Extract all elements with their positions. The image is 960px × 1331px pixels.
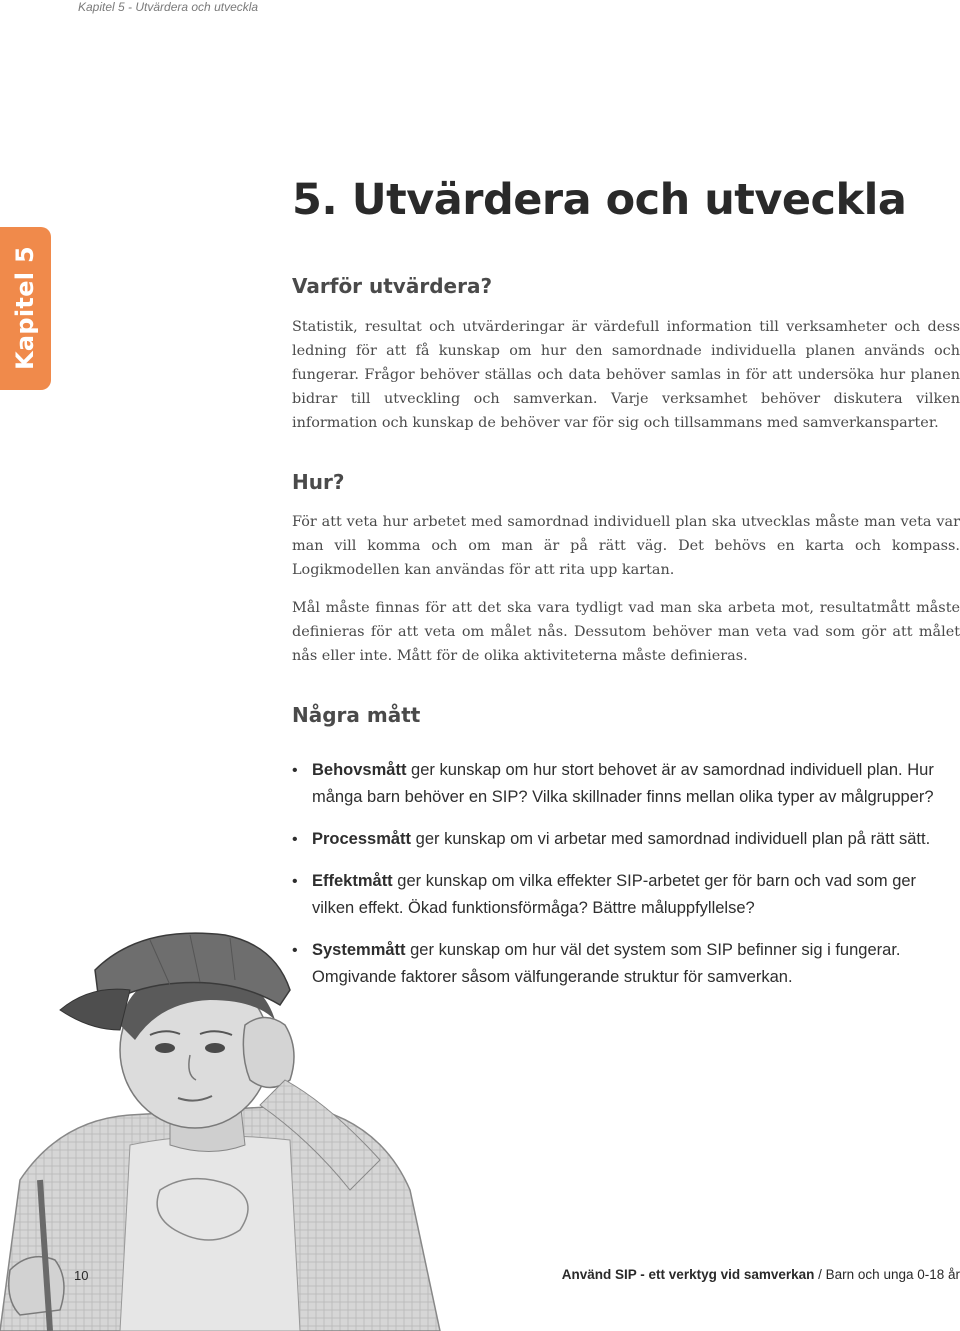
paragraph-why: Statistik, resultat och utvärderingar är värdefull information till verksamheter och dess ledning för att få kunskap om hur den samordnade individuella planen används och fungerar. Frågor behöver ställas och data behöver samlas in för att undersöka hur planen bidrar till utveckling och samverkan. Varje verksamhet behöver diskutera vilken information och kunskap de behöver var för sig och tillsammans med samverkansparter.: [292, 319, 960, 431]
footer-publication-title: Använd SIP - ett verktyg vid samverkan: [561, 1267, 815, 1282]
footer: [562, 1267, 960, 1282]
measure-term: Effektmått: [312, 872, 393, 890]
measure-term: Behovsmått: [312, 761, 407, 779]
footer-separator: /: [814, 1267, 826, 1282]
measure-term: Systemmått: [312, 941, 406, 959]
boy-with-cap-photo: [0, 930, 470, 1331]
footer-subtitle: Barn och unga 0-18 år: [825, 1267, 960, 1282]
heading-measures: Några mått: [292, 703, 421, 727]
chapter-tab: [0, 227, 51, 390]
measure-text: ger kunskap om vilka effekter SIP-arbetet ger för barn och vad som ger vilken effekt. Ökad funktionsförmåga? Bättre måluppfyllelse?: [312, 872, 917, 917]
running-head: Kapitel 5 - Utvärdera och utveckla: [78, 0, 259, 14]
measure-text: ger kunskap om hur stort behovet är av samordnad individuell plan. Hur många barn behöver en SIP? Vilka skillnader finns mellan olika typer av målgrupper?: [312, 761, 934, 806]
measure-term: Processmått: [312, 830, 412, 848]
measure-text: ger kunskap om vi arbetar med samordnad individuell plan på rätt sätt.: [411, 830, 931, 848]
list-item: [292, 868, 960, 922]
paragraph-how-2: Mål måste finnas för att det ska vara tydligt vad man ska arbeta mot, resultatmått måste definieras för att veta om målet nås. Dessutom behöver man veta vad som gör att målet nås eller inte. Mått för de olika aktiviteterna måste definieras.: [292, 600, 960, 664]
list-item: [292, 757, 960, 811]
chapter-tab-label: Kapitel 5: [11, 246, 39, 370]
list-item: [292, 826, 960, 853]
heading-why: Varför utvärdera?: [292, 274, 493, 298]
page-title: 5. Utvärdera och utveckla: [292, 175, 907, 225]
paragraph-how-1: För att veta hur arbetet med samordnad individuell plan ska utvecklas måste man veta var man vill komma och om man är på rätt väg. Det behövs en karta och kompass. Logikmodellen kan användas för att rita upp kartan.: [292, 514, 960, 578]
heading-how: Hur?: [292, 470, 345, 494]
measure-text: ger kunskap om hur väl det system som SIP befinner sig i fungerar. Omgivande faktorer såsom välfungerande struktur för samverkan.: [312, 941, 901, 986]
page-number: 10: [74, 1268, 89, 1283]
